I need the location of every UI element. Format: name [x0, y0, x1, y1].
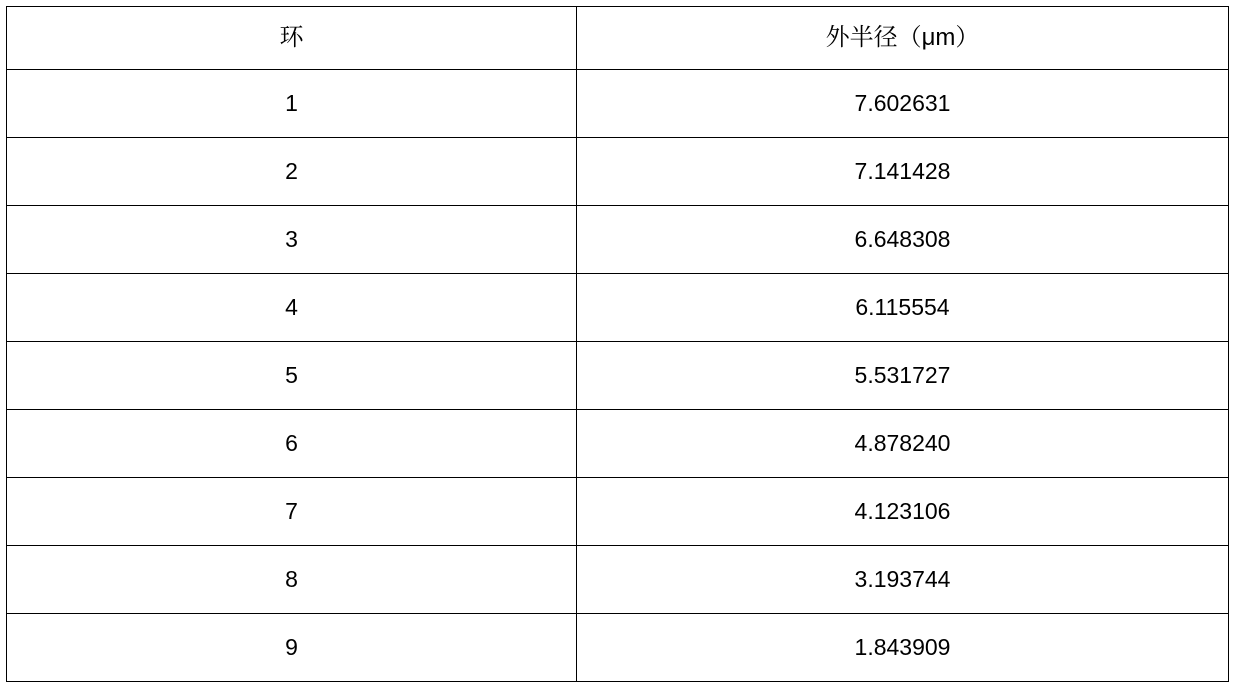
cell-outer-radius [577, 546, 1229, 614]
cell-ring-value: 4 [285, 293, 298, 320]
cell-outer-radius [577, 70, 1229, 138]
cell-ring-value: 1 [285, 89, 298, 116]
table-row [7, 342, 1229, 410]
cell-outer-radius-value: 7.141428 [854, 157, 951, 184]
column-header-ring-label: 环 [279, 23, 304, 51]
cell-outer-radius [577, 478, 1229, 546]
table-row [7, 478, 1229, 546]
table-row [7, 138, 1229, 206]
table-row [7, 614, 1229, 682]
cell-outer-radius [577, 614, 1229, 682]
cell-ring-value: 3 [285, 225, 298, 252]
cell-ring-value: 2 [285, 157, 298, 184]
table-header [7, 7, 1229, 70]
cell-outer-radius-value: 6.648308 [854, 225, 951, 252]
table-body [7, 70, 1229, 682]
cell-ring [7, 206, 577, 274]
cell-ring-value: 6 [285, 429, 298, 456]
cell-outer-radius-value: 3.193744 [854, 565, 951, 592]
cell-ring [7, 342, 577, 410]
cell-ring [7, 546, 577, 614]
cell-outer-radius [577, 410, 1229, 478]
cell-ring-value: 8 [285, 565, 298, 592]
cell-outer-radius [577, 342, 1229, 410]
table-row [7, 274, 1229, 342]
cell-outer-radius [577, 138, 1229, 206]
table-row [7, 206, 1229, 274]
cell-outer-radius-value: 7.602631 [854, 89, 951, 116]
cell-outer-radius-value: 4.123106 [854, 497, 951, 524]
ring-outer-radius-table [6, 6, 1229, 682]
cell-outer-radius-value: 1.843909 [854, 633, 951, 660]
table-row [7, 410, 1229, 478]
cell-ring [7, 274, 577, 342]
cell-ring [7, 138, 577, 206]
cell-outer-radius-value: 5.531727 [854, 361, 951, 388]
table-header-row [7, 7, 1229, 70]
cell-ring [7, 70, 577, 138]
table-row [7, 70, 1229, 138]
cell-ring-value: 5 [285, 361, 298, 388]
cell-outer-radius-value: 4.878240 [854, 429, 951, 456]
cell-ring [7, 478, 577, 546]
cell-ring-value: 9 [285, 633, 298, 660]
cell-outer-radius-value: 6.115554 [855, 293, 950, 320]
column-header-ring [7, 7, 577, 70]
cell-ring-value: 7 [285, 497, 298, 524]
cell-ring [7, 410, 577, 478]
cell-outer-radius [577, 206, 1229, 274]
cell-outer-radius [577, 274, 1229, 342]
column-header-outer-radius-label: 外半径（μm） [825, 23, 980, 51]
cell-ring [7, 614, 577, 682]
column-header-outer-radius [577, 7, 1229, 70]
table-row [7, 546, 1229, 614]
